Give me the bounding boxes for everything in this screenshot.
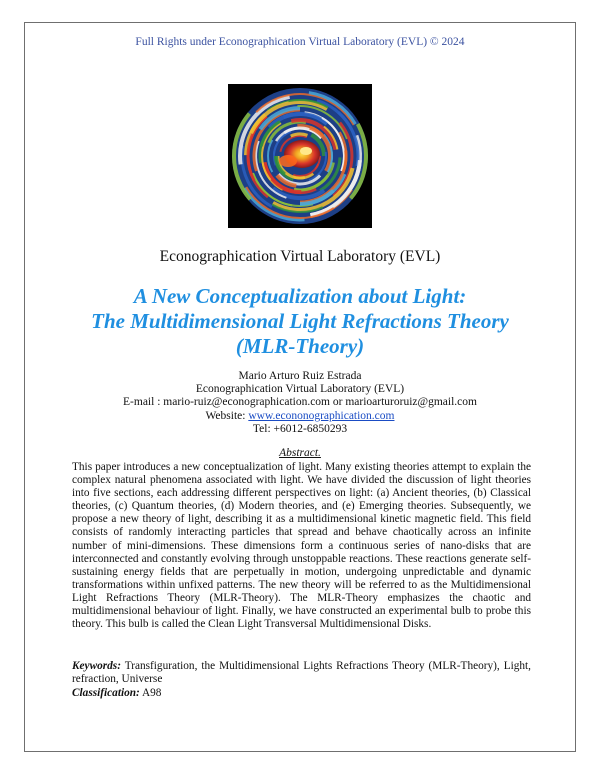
abstract-text: This paper introduces a new conceptualization of light. Many existing theories attempt to explain the complex natural phenomena associated with light. We have divided the discussion of light theories into five sections, each addressing different perspectives on light: (a) Ancient theories, (b) Classical theories, (c) Quantum theories, (d) Modern theories, and (e) Emerging theories. Subsequently, we propose a new theory of light, describing it as a multidimensional kinetic magnetic field. This field consists of randomly interacting particles that spread and behave chaotically across an infinite number of mini-dimensions. These dimensions form a continuous series of nano-disks that are interconnected and constantly evolving through unstoppable reactions. These reactions generate self-sustaining energy fields that are perpetually in motion, undergoing unpredictable and dynamic transformations within unfixed patterns. The new theory will be referred to as the Multidimensional Light Refractions Theory (MLR-Theory). The MLR-Theory emphasizes the chaotic and multidimensional behaviour of light. Finally, we have constructed an experimental bulb to probe this theory. This bulb is called the Clean Light Transversal Multidimensional Disks.: [72, 461, 531, 631]
classification-value: A98: [139, 687, 162, 699]
keywords: [72, 660, 531, 686]
title-line-2: The Multidimensional Light Refractions Theory: [91, 309, 509, 333]
title-line-3: (MLR-Theory): [235, 334, 365, 358]
keywords-text: Transfiguration, the Multidimensional Lights Refractions Theory (MLR-Theory), Light, refraction, Universe: [72, 660, 531, 686]
author-website: [0, 410, 600, 423]
author-name: Mario Arturo Ruiz Estrada: [238, 370, 362, 382]
laboratory-name: Econographication Virtual Laboratory (EVL): [159, 248, 441, 265]
classification-label: Classification:: [72, 687, 140, 699]
title-line-1: A New Conceptualization about Light:: [133, 284, 467, 308]
author-tel: Tel: +6012-6850293: [252, 422, 348, 435]
website-label: Website:: [205, 409, 249, 422]
rights-header: Full Rights under Econographication Virtual Laboratory (EVL) © 2024: [135, 36, 465, 48]
author-block: [0, 370, 600, 436]
paper-title: [0, 284, 600, 359]
abstract-heading: Abstract.: [279, 447, 321, 459]
evl-logo: [228, 84, 372, 228]
website-link[interactable]: www.econonographication.com: [248, 409, 395, 422]
keywords-label: Keywords:: [72, 660, 121, 672]
spiral-galaxy-disk-icon: [228, 84, 372, 228]
author-email: E-mail : mario-ruiz@econographication.com or marioarturoruiz@gmail.com: [123, 396, 477, 409]
classification: [72, 687, 531, 700]
author-affiliation: Econographication Virtual Laboratory (EVL): [195, 383, 405, 396]
